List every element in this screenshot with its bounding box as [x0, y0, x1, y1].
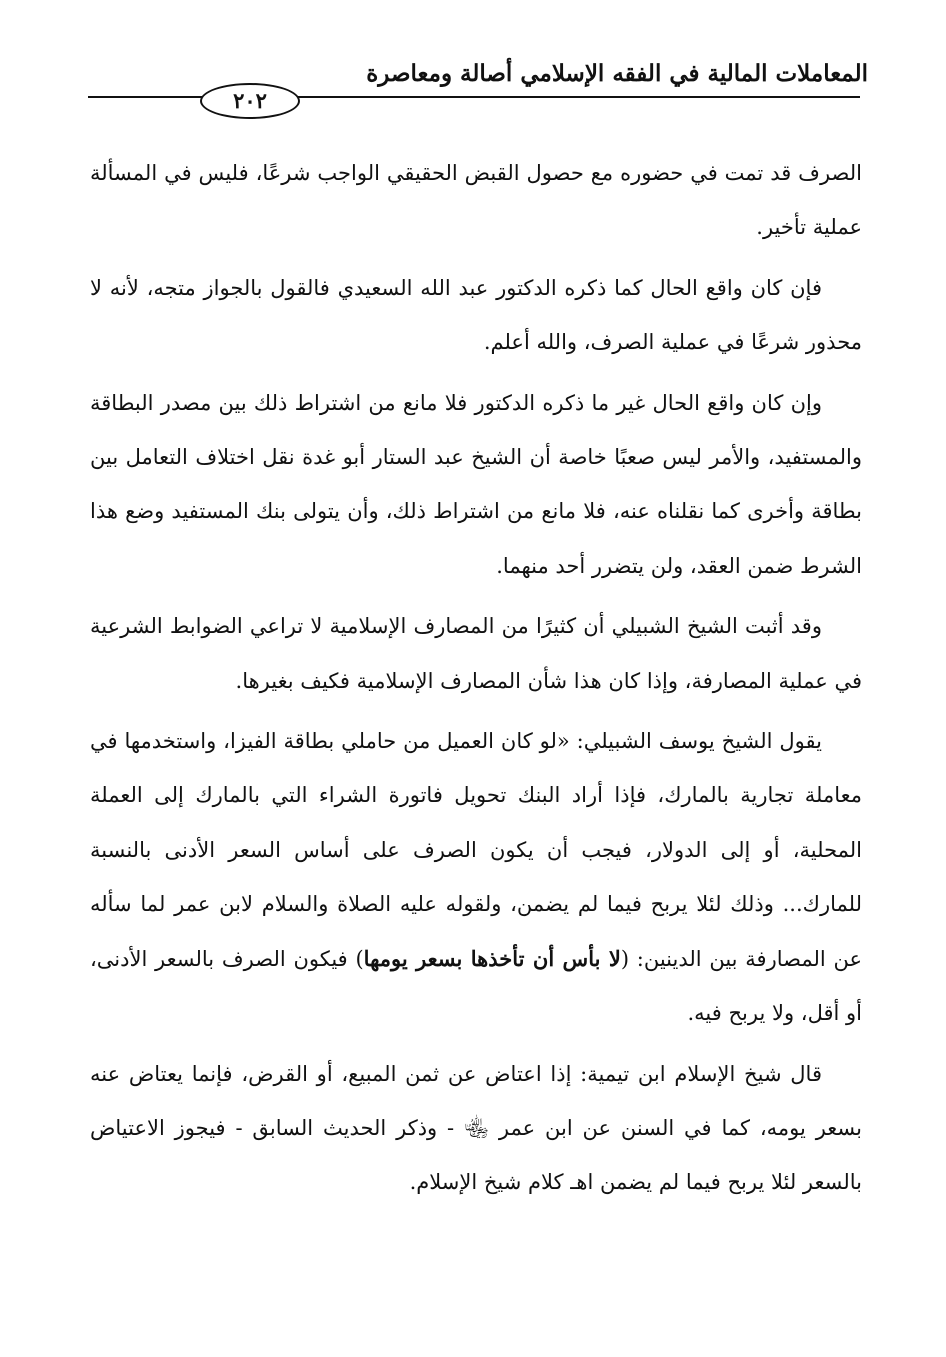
quote-text: يقول الشيخ يوسف الشبيلي: «لو كان العميل من حاملي بطاقة الفيزا، واستخدمها في معاملة تجارية بالمارك، فإذا أراد البنك تحويل فاتورة الشراء التي بالمارك إلى العملة المحلية، أو إلى الدولار، فيجب أن يكون الصرف على أساس السعر الأدنى بالنسبة للمارك... وذلك لئلا يربح فيما لم يضمن، ولقوله عليه الصلاة والسلام لابن عمر لما سأله عن المصارفة بين الدينين: ( [90, 729, 862, 971]
body-text [90, 146, 862, 1216]
paragraph: قال شيخ الإسلام ابن تيمية: إذا اعتاض عن ثمن المبيع، أو القرض، فإنما يعتاض عنه بسعر يومه، كما في السنن عن ابن عمر ﵄ - وذكر الحديث السابق - فيجوز الاعتياض بالسعر لئلا يربح فيما لم يضمن اهـ كلام شيخ الإسلام. [90, 1061, 862, 1195]
paragraph: فإن كان واقع الحال كما ذكره الدكتور عبد الله السعيدي فالقول بالجواز متجه، لأنه لا محذور شرعًا في عملية الصرف، والله أعلم. [90, 275, 862, 355]
running-header-title: المعاملات المالية في الفقه الإسلامي أصالة ومعاصرة [366, 60, 868, 87]
paragraph: الصرف قد تمت في حضوره مع حصول القبض الحقيقي الواجب شرعًا، فليس في المسألة عملية تأخير. [90, 161, 862, 240]
hadith-quote: لا بأس أن تأخذها بسعر يومها [363, 945, 621, 971]
paragraph: وقد أثبت الشيخ الشبيلي أن كثيرًا من المصارف الإسلامية لا تراعي الضوابط الشرعية في عملية المصارفة، وإذا كان هذا شأن المصارف الإسلامية فكيف بغيرها. [90, 614, 862, 693]
quote-text-after: ) فيكون الصرف بالسعر الأدنى، أو أقل، ولا يربح فيه. [90, 946, 862, 1026]
paragraph [90, 714, 862, 1040]
page-number: ٢٠٢ [200, 83, 300, 119]
paragraph: وإن كان واقع الحال غير ما ذكره الدكتور فلا مانع من اشتراط ذلك بين مصدر البطاقة والمستفيد، والأمر ليس صعبًا خاصة أن الشيخ عبد الستار أبو غدة نقل اختلاف التعامل بين بطاقة وأخرى كما نقلناه عنه، فلا مانع من اشتراط ذلك، وأن يتولى بنك المستفيد وضع هذا الشرط ضمن العقد، ولن يتضرر أحد منهما. [90, 390, 862, 578]
